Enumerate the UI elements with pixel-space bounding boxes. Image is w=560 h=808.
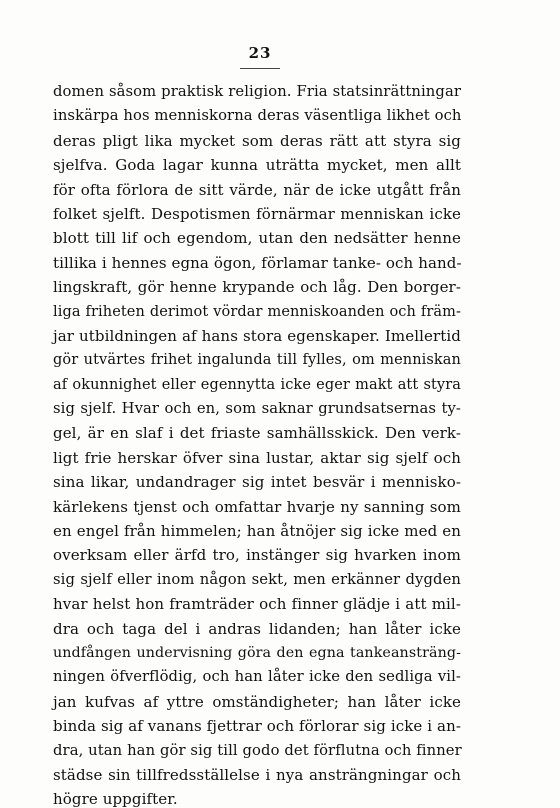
text-line: hvar helst hon framträder och finner glädje i att mil- xyxy=(53,595,461,614)
text-line: dra, utan han gör sig till godo det förflutna och finner xyxy=(53,741,462,759)
text-line: binda sig af vanans fjettrar och förlorar sig icke i an- xyxy=(53,717,461,736)
text-line: inskärpa hos menniskorna deras väsentliga likhet och xyxy=(53,107,462,125)
text-line: gel, är en slaf i det friaste samhällsskick. Den verk- xyxy=(53,424,461,443)
text-line: sina likar, undandrager sig intet besvär i mennisko- xyxy=(53,473,461,492)
text-line: dra och taga del i andras lidanden; han låter icke xyxy=(53,619,461,638)
text-line: domen såsom praktisk religion. Fria statsinrättningar xyxy=(53,83,461,100)
text-line: folket sjelft. Despotismen förnärmar menniskan icke xyxy=(53,204,461,223)
text-line: liga friheten derimot vördar menniskoanden och främ- xyxy=(53,303,461,320)
text-line: ligt frie herskar öfver sina lustar, aktar sig sjelf och xyxy=(53,448,461,467)
text-line: sig sjelf. Hvar och en, som saknar grundsatsernas ty- xyxy=(53,400,461,418)
text-line: lingskraft, gör henne krypande och låg. Den borger- xyxy=(53,278,461,297)
text-line: för ofta förlora de sitt värde, när de icke utgått från xyxy=(53,180,461,199)
text-line: sig sjelf eller inom någon sekt, men erkänner dygden xyxy=(53,570,461,588)
page-number: 23 xyxy=(248,44,272,62)
text-line: af okunnighet eller egennytta icke eger makt att styra xyxy=(53,376,461,393)
text-line: ningen öfverflödig, och han låter icke den sedliga vil- xyxy=(53,668,461,686)
text-line: kärlekens tjenst och omfattar hvarje ny sanning som xyxy=(53,497,461,516)
text-line: gör utvärtes frihet ingalunda till fylles, om menniskan xyxy=(53,352,461,369)
text-line: en engel från himmelen; han åtnöjer sig icke med en xyxy=(53,522,461,541)
text-line: städse sin tillfredsställelse i nya ansträngningar och xyxy=(53,765,461,784)
text-line: jan kufvas af yttre omständigheter; han låter icke xyxy=(53,692,461,711)
text-line: deras pligt lika mycket som deras rätt att styra sig xyxy=(53,131,461,150)
text-line: jar utbildningen af hans stora egenskaper. Imellertid xyxy=(53,326,461,345)
text-line: undfången undervisning göra den egna tankeansträng- xyxy=(53,644,461,661)
text-line: tillika i hennes egna ögon, förlamar tanke- och hand- xyxy=(53,253,462,272)
body-text xyxy=(53,80,461,808)
page-number-rule xyxy=(240,68,280,69)
text-line: sjelfva. Goda lagar kunna uträtta mycket, men allt xyxy=(53,156,461,175)
text-line: blott till lif och egendom, utan den nedsätter henne xyxy=(53,229,461,248)
text-line: högre uppgifter. xyxy=(53,790,178,808)
text-line: overksam eller ärfd tro, instänger sig hvarken inom xyxy=(53,546,461,565)
